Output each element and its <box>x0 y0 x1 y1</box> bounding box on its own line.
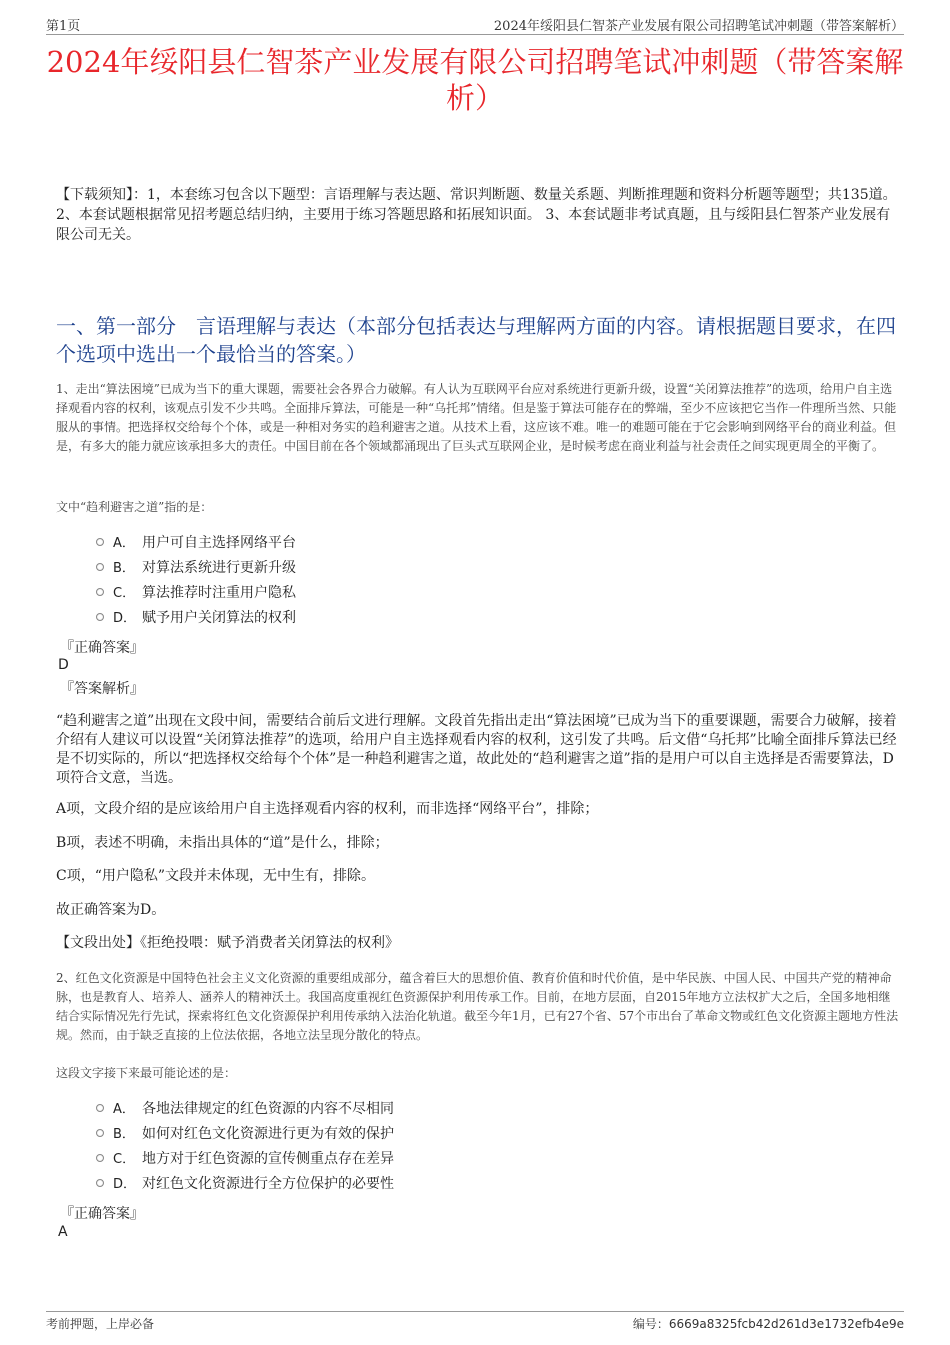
q1-option-b[interactable]: B． 对算法系统进行更新升级 <box>96 554 296 579</box>
q2-option-d[interactable]: D． 对红色文化资源进行全方位保护的必要性 <box>96 1170 394 1195</box>
q1-analysis-label: 『答案解析』 <box>60 681 144 697</box>
q2-passage: 2、红色文化资源是中国特色社会主义文化资源的重要组成部分，蕴含着巨大的思想价值、教育价值和时代价值，是中华民族、中国人民、中国共产党的精神命脉，也是教育人、培养人、涵养人的精神沃土。我国高度重视红色资源保护利用传承工作。目前，在地方层面，自2015年地方立法权扩大之后，全国多地相继结合实际情况先行先试，探索将红色文化资源保护利用传承纳入法治化轨道。截至今年1月，已有27个省、57个市出台了革命文物或红色文化资源主题地方性法规。然而，由于缺乏直接的上位法依据，各地立法呈现分散化的特点。 <box>56 971 899 1042</box>
footer-code-label: 编号： <box>632 1317 669 1331</box>
header-doc-title: 2024年绥阳县仁智茶产业发展有限公司招聘笔试冲刺题（带答案解析） <box>493 19 904 34</box>
q1-answer: D <box>58 657 69 673</box>
q1-source: 【文段出处】《拒绝投喂：赋予消费者关闭算法的权利》 <box>56 935 399 951</box>
radio-icon[interactable] <box>96 588 104 596</box>
q1-question: 文中“趋利避害之道”指的是： <box>56 500 213 514</box>
option-text: 用户可自主选择网络平台 <box>142 534 296 551</box>
footer-code-value: 6669a8325fcb42d261d3e1732efb4e9e <box>668 1317 904 1331</box>
option-text: 如何对红色文化资源进行更为有效的保护 <box>142 1125 394 1142</box>
page-header <box>46 12 904 35</box>
download-notice: 【下载须知】：1，本套练习包含以下题型：言语理解与表达题、常识判断题、数量关系题、判断推理题和资料分析题等题型；共135道。 2、本套试题根据常见招考题总结归纳，主要用于练习答题思路和拓展知识面。 3、本套试题非考试真题，且与绥阳县仁智茶产业发展有限公司无关。 <box>56 187 897 243</box>
option-text: 赋予用户关闭算法的权利 <box>142 609 296 626</box>
radio-icon[interactable] <box>96 1154 104 1162</box>
radio-icon[interactable] <box>96 1179 104 1187</box>
q1-analysis-c: C项，“用户隐私”文段并未体现，无中生有，排除。 <box>56 868 376 884</box>
radio-icon[interactable] <box>96 613 104 621</box>
page-footer <box>46 1311 904 1334</box>
q2-options <box>96 1095 394 1195</box>
radio-icon[interactable] <box>96 538 104 546</box>
q1-analysis-conclusion: 故正确答案为D。 <box>56 902 166 918</box>
q1-options <box>96 529 296 629</box>
option-text: 对红色文化资源进行全方位保护的必要性 <box>142 1175 394 1192</box>
document-title: 2024年绥阳县仁智茶产业发展有限公司招聘笔试冲刺题（带答案解析） <box>46 45 904 115</box>
q2-option-b[interactable]: B． 如何对红色文化资源进行更为有效的保护 <box>96 1120 394 1145</box>
q1-passage: 1、走出“算法困境”已成为当下的重大课题，需要社会各界合力破解。有人认为互联网平台应对系统进行更新升级，设置“关闭算法推荐”的选项，给用户自主选择观看内容的权利，该观点引发不少共鸣。全面排斥算法，可能是一种“乌托邦”情绪。但是鉴于算法可能存在的弊端，至少不应该把它当作一件理所当然、只能服从的事情。把选择权交给每个个体，或是一种相对务实的趋利避害之道。从技术上看，这应该不难。唯一的难题可能在于它会影响到网络平台的商业利益。但是，有多大的能力就应该承担多大的责任。中国目前在各个领域都涌现出了巨头式互联网企业，是时候考虑在商业利益与社会责任之间实现更周全的平衡了。 <box>56 382 897 453</box>
option-text: 各地法律规定的红色资源的内容不尽相同 <box>142 1100 394 1117</box>
radio-icon[interactable] <box>96 1104 104 1112</box>
footer-code <box>633 1315 904 1332</box>
radio-icon[interactable] <box>96 563 104 571</box>
option-text: 算法推荐时注重用户隐私 <box>142 584 296 601</box>
q1-option-c[interactable]: C． 算法推荐时注重用户隐私 <box>96 579 296 604</box>
footer-slogan: 考前押题，上岸必备 <box>46 1317 155 1331</box>
page-number: 第1页 <box>46 19 81 34</box>
q2-option-a[interactable]: A． 各地法律规定的红色资源的内容不尽相同 <box>96 1095 394 1120</box>
q1-analysis-a: A项，文段介绍的是应该给用户自主选择观看内容的权利，而非选择“网络平台”，排除； <box>56 801 599 817</box>
q2-answer: A <box>58 1224 68 1240</box>
option-text: 对算法系统进行更新升级 <box>142 559 296 576</box>
q1-answer-label: 『正确答案』 <box>60 640 144 656</box>
q1-option-a[interactable]: A． 用户可自主选择网络平台 <box>96 529 296 554</box>
q2-question: 这段文字接下来最可能论述的是： <box>56 1066 237 1080</box>
q2-option-c[interactable]: C． 地方对于红色资源的宣传侧重点存在差异 <box>96 1145 394 1170</box>
q1-analysis-main: “趋利避害之道”出现在文段中间，需要结合前后文进行理解。文段首先指出走出“算法困境”已成为当下的重要课题，需要合力破解，接着介绍有人建议可以设置“关闭算法推荐”的选项，给用户自主选择观看内容的权利，这引发了共鸣。后文借“乌托邦”比喻全面排斥算法已经是不切实际的，所以“把选择权交给每个个体”是一种趋利避害之道，故此处的“趋利避害之道”指的是用户可以自主选择是否需要算法，D项符合文意，当选。 <box>56 713 897 786</box>
option-text: 地方对于红色资源的宣传侧重点存在差异 <box>142 1150 394 1167</box>
radio-icon[interactable] <box>96 1129 104 1137</box>
q2-answer-label: 『正确答案』 <box>60 1206 144 1222</box>
q1-analysis-b: B项，表述不明确，未指出具体的“道”是什么，排除； <box>56 835 389 851</box>
section-title: 一、第一部分 言语理解与表达（本部分包括表达与理解两方面的内容。请根据题目要求，在四个选项中选出一个最恰当的答案。） <box>56 314 896 366</box>
q1-option-d[interactable]: D． 赋予用户关闭算法的权利 <box>96 604 296 629</box>
